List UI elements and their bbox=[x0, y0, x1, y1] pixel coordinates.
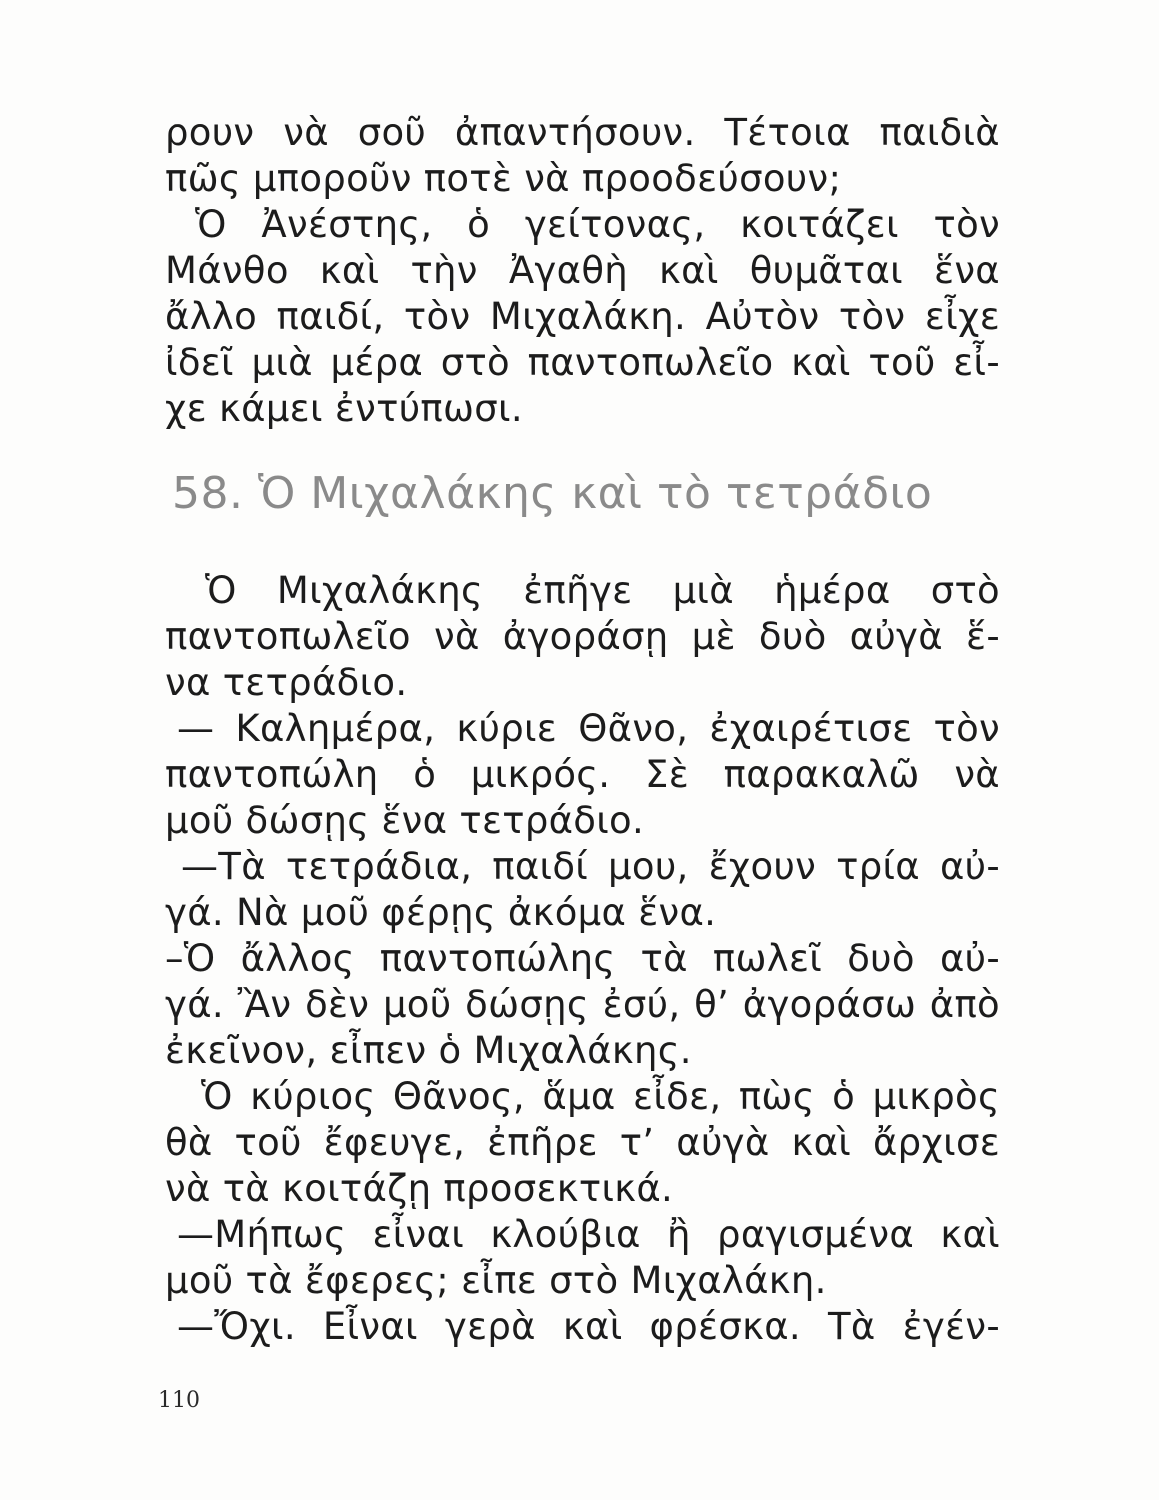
text-line: Ὁ Ἀνέστης, ὁ γείτονας, κοιτάζει τὸν bbox=[195, 203, 1000, 246]
text-line: ἰδεῖ μιὰ μέρα στὸ παντοπωλεῖο καὶ τοῦ εἶ- bbox=[165, 341, 1000, 384]
text-line: πῶς μποροῦν ποτὲ νὰ προοδεύσουν; bbox=[165, 157, 842, 200]
text-line: Ὁ κύριος Θᾶνος, ἅμα εἶδε, πὼς ὁ μικρὸς bbox=[201, 1075, 1000, 1118]
page-number: 110 bbox=[158, 1388, 200, 1413]
chapter-heading: 58. Ὁ Μιχαλάκης καὶ τὸ τετράδιο bbox=[172, 468, 933, 519]
text-line: —Τὰ τετράδια, παιδί μου, ἔχουν τρία αὐ- bbox=[181, 845, 1000, 888]
text-line: ἐκεῖνον, εἶπεν ὁ Μιχαλάκης. bbox=[165, 1029, 692, 1072]
text-line: νὰ τὰ κοιτάζῃ προσεκτικά. bbox=[165, 1167, 674, 1210]
text-line: –Ὁ ἄλλος παντοπώλης τὰ πωλεῖ δυὸ αὐ- bbox=[165, 937, 1000, 980]
text-line: Ὁ Μιχαλάκης ἐπῆγε μιὰ ἡμέρα στὸ bbox=[205, 569, 1000, 612]
text-line: —Ὄχι. Εἶναι γερὰ καὶ φρέσκα. Τὰ ἐγέν- bbox=[177, 1305, 1000, 1348]
text-line: μοῦ δώσῃς ἕνα τετράδιο. bbox=[165, 799, 645, 842]
text-line: παντοπώλη ὁ μικρός. Σὲ παρακαλῶ νὰ bbox=[165, 753, 1000, 796]
text-line: ρουν νὰ σοῦ ἀπαντήσουν. Τέτοια παιδιὰ bbox=[165, 111, 1000, 154]
text-line: — Καλημέρα, κύριε Θᾶνο, ἐχαιρέτισε τὸν bbox=[177, 707, 1000, 750]
text-line: θὰ τοῦ ἔφευγε, ἐπῆρε τ’ αὐγὰ καὶ ἄρχισε bbox=[165, 1121, 1000, 1164]
text-line: χε κάμει ἐντύπωσι. bbox=[165, 387, 523, 430]
text-line: —Μήπως εἶναι κλούβια ἢ ραγισμένα καὶ bbox=[177, 1213, 1000, 1256]
text-line: Μάνθο καὶ τὴν Ἀγαθὴ καὶ θυμᾶται ἕνα bbox=[165, 249, 1000, 292]
text-line: μοῦ τὰ ἔφερες; εἶπε στὸ Μιχαλάκη. bbox=[165, 1259, 827, 1302]
text-line: γά. Ἂν δὲν μοῦ δώσῃς ἐσύ, θ’ ἀγοράσω ἀπὸ bbox=[165, 983, 1000, 1026]
text-line: γά. Νὰ μοῦ φέρῃς ἀκόμα ἕνα. bbox=[165, 891, 717, 934]
text-line: ἄλλο παιδί, τὸν Μιχαλάκη. Αὐτὸν τὸν εἶχε bbox=[165, 295, 1000, 338]
text-line: παντοπωλεῖο νὰ ἀγοράσῃ μὲ δυὸ αὐγὰ ἕ- bbox=[165, 615, 1000, 658]
text-line: να τετράδιο. bbox=[165, 661, 408, 704]
